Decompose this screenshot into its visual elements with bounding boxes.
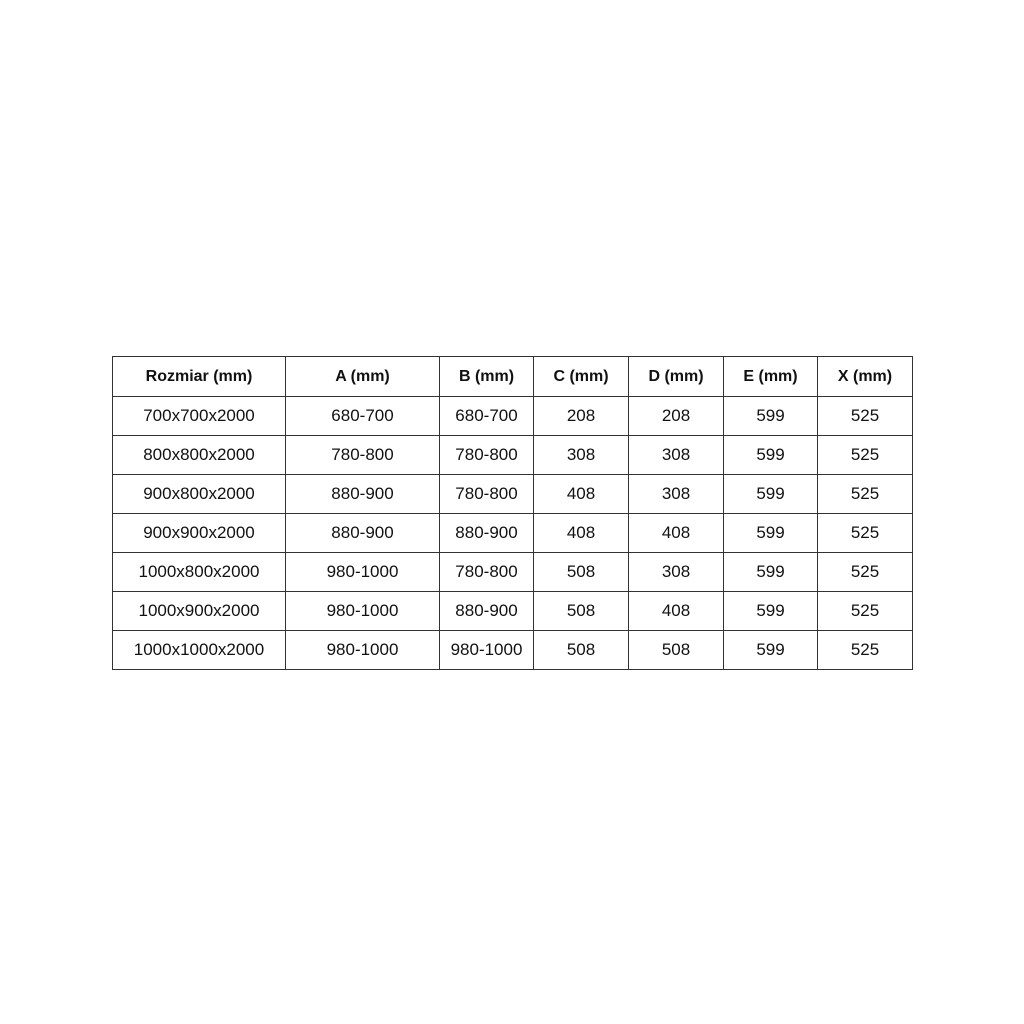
header-cell-e: E (mm) bbox=[724, 357, 818, 397]
table-cell: 408 bbox=[629, 592, 724, 631]
table-row bbox=[113, 592, 913, 631]
table-row bbox=[113, 475, 913, 514]
table-cell: 599 bbox=[724, 631, 818, 670]
table-cell: 980-1000 bbox=[286, 631, 440, 670]
dimensions-table bbox=[112, 356, 913, 670]
table-cell: 525 bbox=[818, 475, 913, 514]
table-cell: 780-800 bbox=[440, 475, 534, 514]
table-row bbox=[113, 553, 913, 592]
table-row bbox=[113, 514, 913, 553]
table-cell: 880-900 bbox=[440, 592, 534, 631]
table-cell: 308 bbox=[629, 475, 724, 514]
table-row bbox=[113, 631, 913, 670]
table-cell: 308 bbox=[629, 436, 724, 475]
dimensions-table-container bbox=[112, 356, 912, 670]
table-row bbox=[113, 397, 913, 436]
table-cell: 408 bbox=[534, 475, 629, 514]
table-cell: 508 bbox=[534, 631, 629, 670]
table-cell: 599 bbox=[724, 475, 818, 514]
table-cell: 599 bbox=[724, 592, 818, 631]
table-body bbox=[113, 397, 913, 670]
table-cell: 208 bbox=[629, 397, 724, 436]
table-cell: 508 bbox=[534, 592, 629, 631]
table-cell: 525 bbox=[818, 553, 913, 592]
table-cell: 980-1000 bbox=[286, 592, 440, 631]
table-cell: 1000x800x2000 bbox=[113, 553, 286, 592]
table-cell: 680-700 bbox=[440, 397, 534, 436]
table-cell: 408 bbox=[629, 514, 724, 553]
header-cell-size: Rozmiar (mm) bbox=[113, 357, 286, 397]
table-cell: 308 bbox=[629, 553, 724, 592]
table-cell: 980-1000 bbox=[440, 631, 534, 670]
table-cell: 780-800 bbox=[286, 436, 440, 475]
table-cell: 980-1000 bbox=[286, 553, 440, 592]
header-cell-a: A (mm) bbox=[286, 357, 440, 397]
header-cell-b: B (mm) bbox=[440, 357, 534, 397]
table-cell: 599 bbox=[724, 436, 818, 475]
header-row bbox=[113, 357, 913, 397]
table-cell: 408 bbox=[534, 514, 629, 553]
table-cell: 780-800 bbox=[440, 553, 534, 592]
table-cell: 1000x900x2000 bbox=[113, 592, 286, 631]
table-cell: 525 bbox=[818, 514, 913, 553]
table-cell: 780-800 bbox=[440, 436, 534, 475]
table-cell: 800x800x2000 bbox=[113, 436, 286, 475]
table-cell: 525 bbox=[818, 397, 913, 436]
header-cell-x: X (mm) bbox=[818, 357, 913, 397]
table-cell: 880-900 bbox=[440, 514, 534, 553]
table-cell: 880-900 bbox=[286, 514, 440, 553]
table-cell: 599 bbox=[724, 553, 818, 592]
table-cell: 680-700 bbox=[286, 397, 440, 436]
table-cell: 525 bbox=[818, 631, 913, 670]
table-cell: 900x800x2000 bbox=[113, 475, 286, 514]
table-cell: 700x700x2000 bbox=[113, 397, 286, 436]
header-cell-d: D (mm) bbox=[629, 357, 724, 397]
header-cell-c: C (mm) bbox=[534, 357, 629, 397]
table-row bbox=[113, 436, 913, 475]
table-cell: 900x900x2000 bbox=[113, 514, 286, 553]
table-cell: 599 bbox=[724, 397, 818, 436]
table-cell: 599 bbox=[724, 514, 818, 553]
table-cell: 208 bbox=[534, 397, 629, 436]
table-cell: 508 bbox=[629, 631, 724, 670]
table-cell: 525 bbox=[818, 436, 913, 475]
table-cell: 308 bbox=[534, 436, 629, 475]
table-cell: 525 bbox=[818, 592, 913, 631]
table-cell: 1000x1000x2000 bbox=[113, 631, 286, 670]
table-header bbox=[113, 357, 913, 397]
table-cell: 880-900 bbox=[286, 475, 440, 514]
table-cell: 508 bbox=[534, 553, 629, 592]
